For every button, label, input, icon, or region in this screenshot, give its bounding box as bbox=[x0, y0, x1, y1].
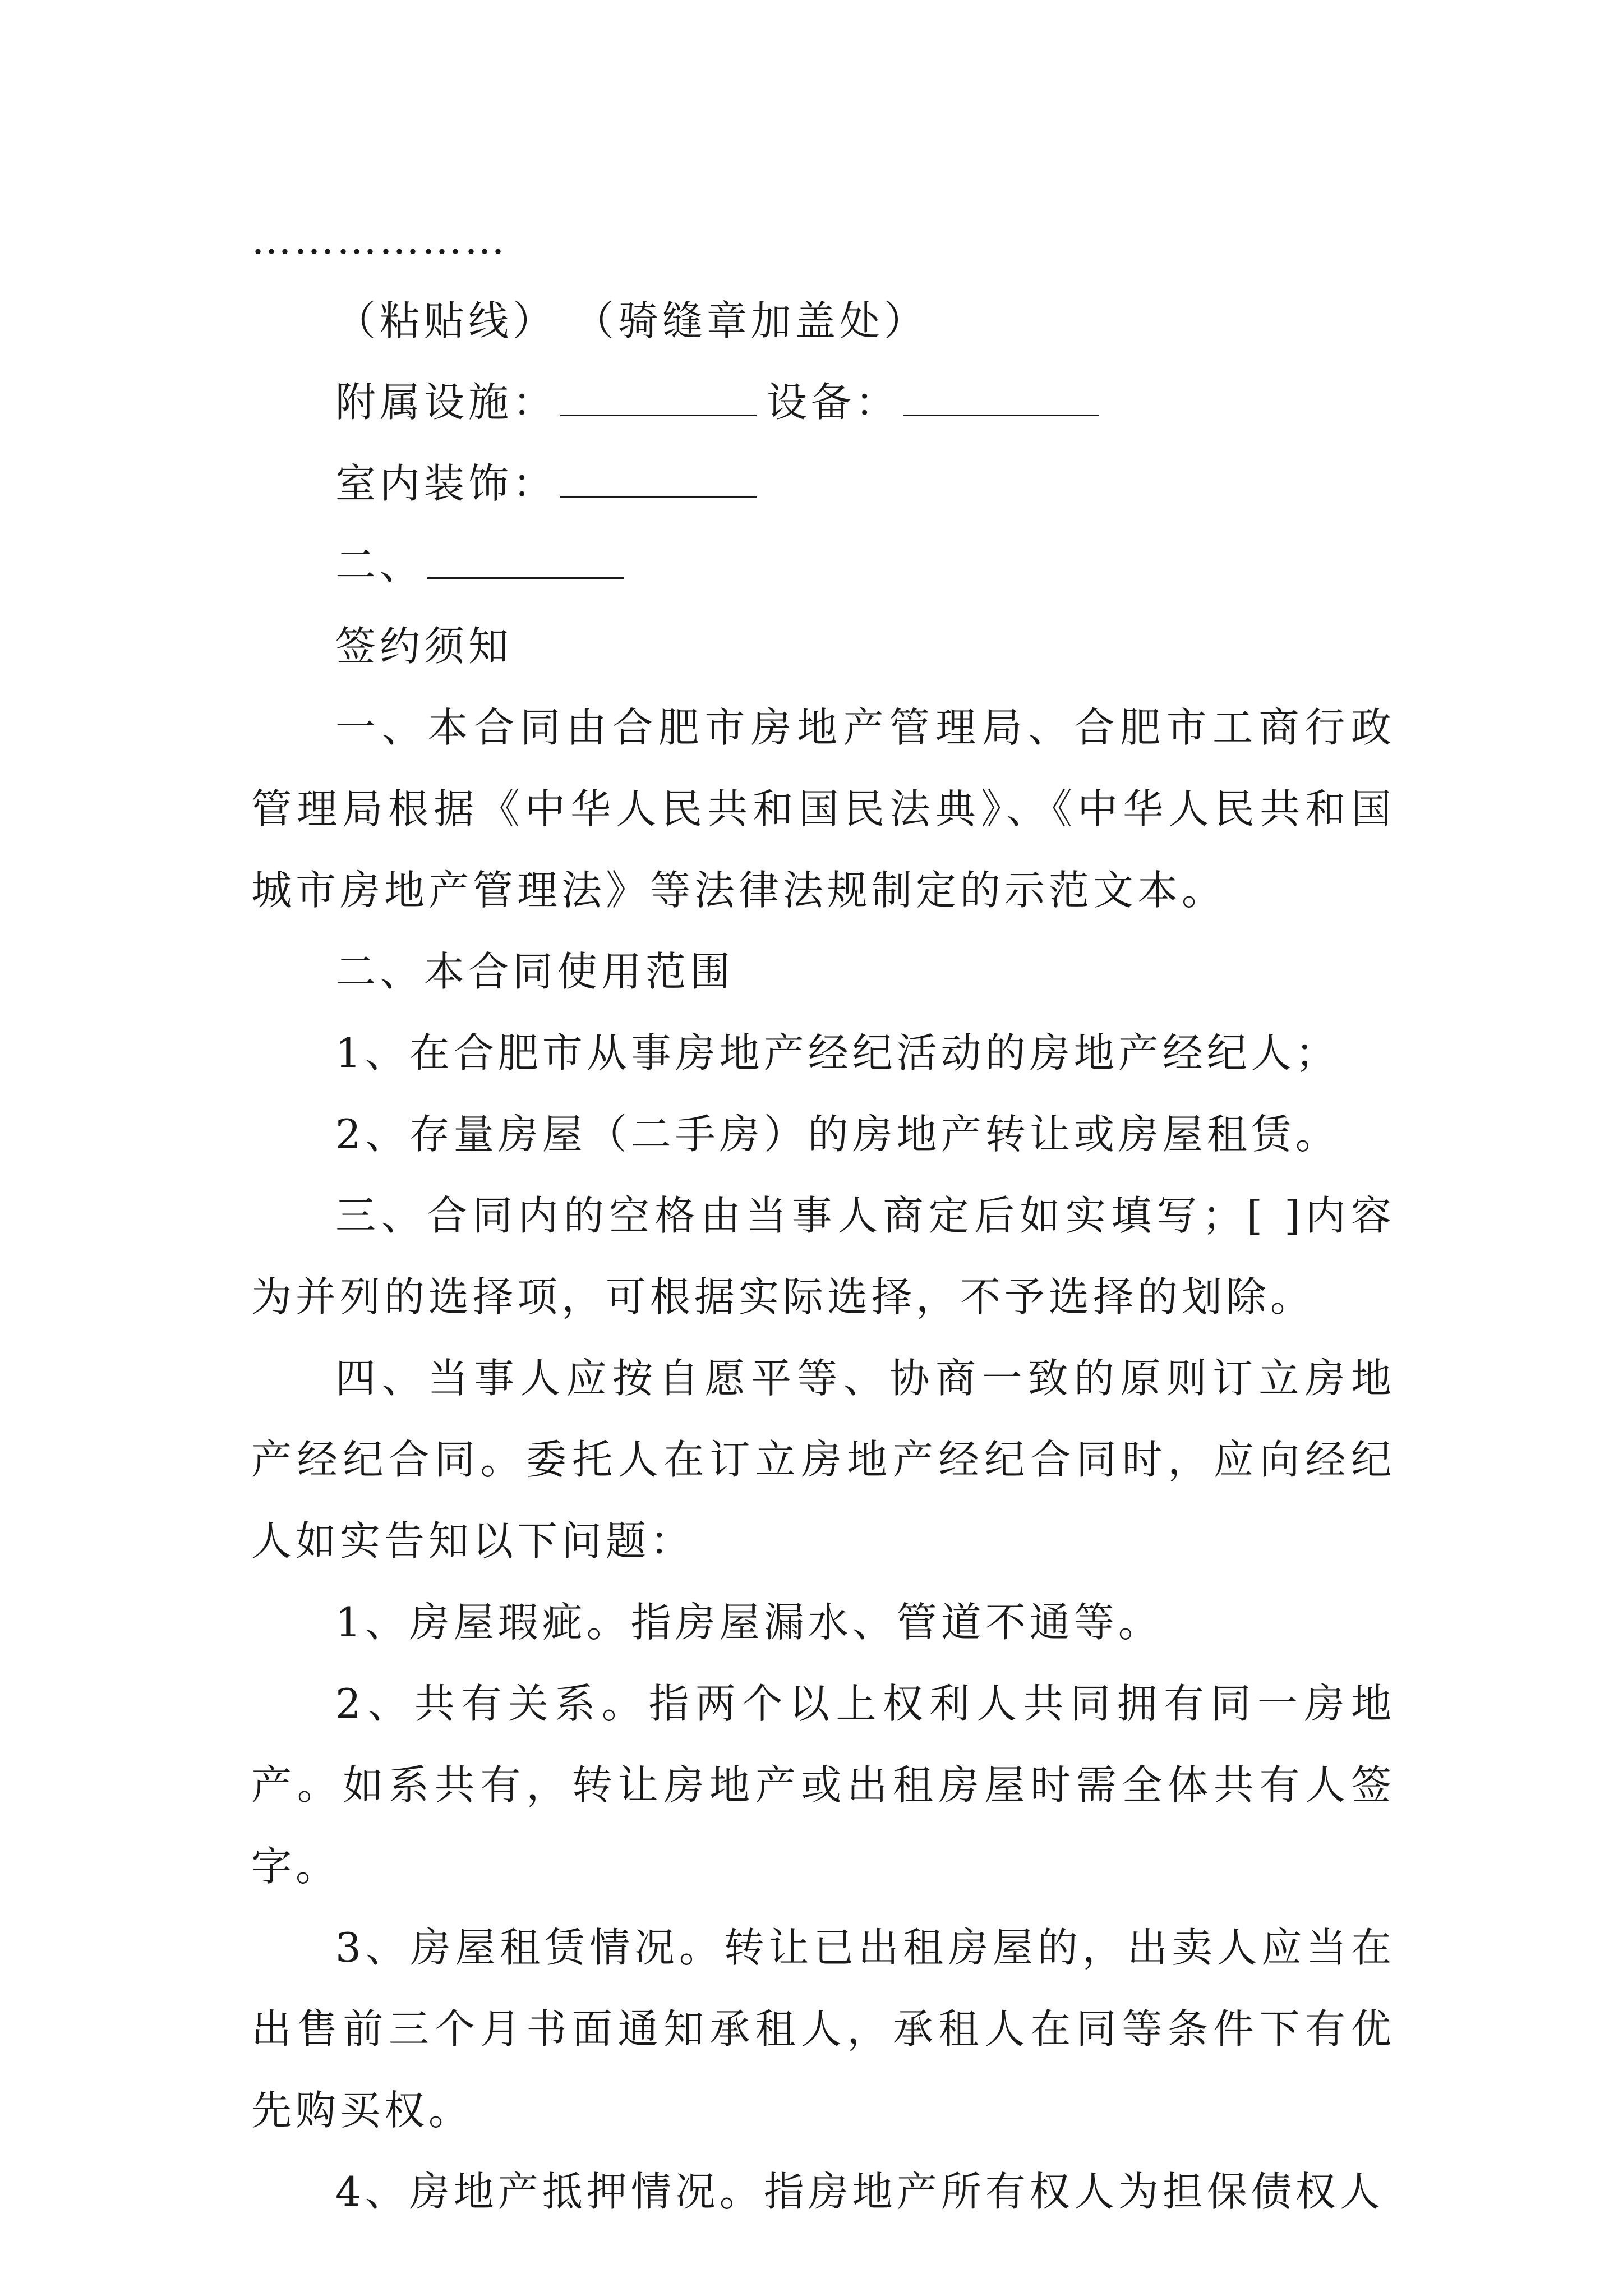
decoration-blank[interactable] bbox=[560, 462, 757, 498]
paragraph: 4、房地产抵押情况。指房地产所有权人为担保债权人 bbox=[335, 2168, 1384, 2215]
equipment-blank[interactable] bbox=[903, 381, 1099, 416]
document-body bbox=[251, 199, 1395, 2233]
leader-dots: ……………… bbox=[251, 216, 507, 263]
facilities-blank[interactable] bbox=[560, 381, 757, 416]
decoration-label: 室内装饰： bbox=[335, 460, 557, 507]
paragraph: 三、合同内的空格由当事人商定后如实填写；[ ]内容为并列的选择项，可根据实际选择，不予选择的划除。 bbox=[251, 1192, 1395, 1320]
paragraph: 四、当事人应按自愿平等、协商一致的原则订立房地产经纪合同。委托人在订立房地产经纪合同时，应向经纪人如实告知以下问题： bbox=[251, 1355, 1395, 1565]
item-two-blank[interactable] bbox=[427, 544, 624, 579]
paragraph: 1、房屋瑕疵。指房屋漏水、管道不通等。 bbox=[335, 1599, 1163, 1646]
decoration-row bbox=[251, 443, 1395, 524]
section-title: 签约须知 bbox=[335, 623, 513, 670]
equipment-label: 设备： bbox=[767, 379, 900, 426]
item-two-row bbox=[251, 524, 1395, 606]
paragraph: 一、本合同由合肥市房地产管理局、合肥市工商行政管理局根据《中华人民共和国民法典》、《中华人民共和国城市房地产管理法》等法律法规制定的示范文本。 bbox=[251, 704, 1395, 914]
item-two-label: 二、 bbox=[335, 541, 425, 588]
paragraph: 3、房屋租赁情况。转让已出租房屋的，出卖人应当在出售前三个月书面通知承租人，承租人在同等条件下有优先购买权。 bbox=[251, 1924, 1395, 2134]
paragraph: 2、存量房屋（二手房）的房地产转让或房屋租赁。 bbox=[335, 1111, 1340, 1158]
facilities-row bbox=[251, 362, 1395, 443]
paragraph: 二、本合同使用范围 bbox=[335, 948, 735, 995]
paragraph: 2、共有关系。指两个以上权利人共同拥有同一房地产。如系共有，转让房地产或出租房屋时需全体共有人签字。 bbox=[251, 1680, 1395, 1890]
paste-line-note: （粘贴线） （骑缝章加盖处） bbox=[335, 297, 928, 344]
facilities-label: 附属设施： bbox=[335, 379, 557, 426]
paragraph: 1、在合肥市从事房地产经纪活动的房地产经纪人； bbox=[335, 1029, 1340, 1076]
